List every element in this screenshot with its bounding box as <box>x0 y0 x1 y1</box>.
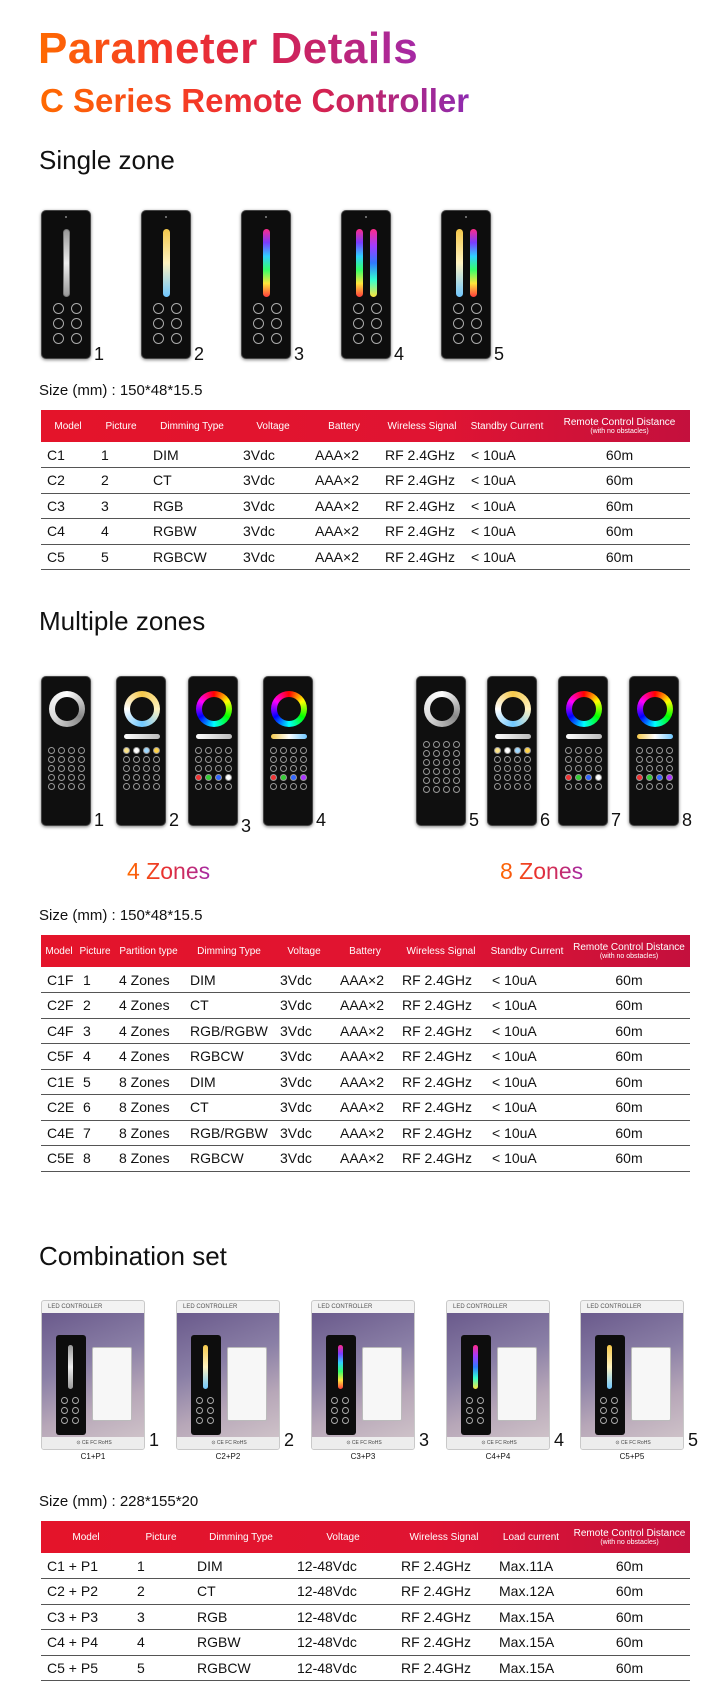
table-row <box>41 1553 690 1579</box>
table-cell: 60m <box>549 544 690 570</box>
zone-remote-image-4 <box>263 676 313 826</box>
box-footer: ⊙ CE FC RoHS <box>177 1437 280 1449</box>
table-cell: 3 <box>77 1018 113 1044</box>
table-row <box>41 1146 690 1172</box>
table-cell: 7 <box>77 1120 113 1146</box>
table-row <box>41 967 690 993</box>
table-cell: C3 <box>41 493 95 519</box>
table-row <box>41 1018 690 1044</box>
table-cell: < 10uA <box>486 967 568 993</box>
table-cell: 3Vdc <box>274 967 334 993</box>
table-cell: RF 2.4GHz <box>395 1630 493 1656</box>
table-cell: 5 <box>95 544 147 570</box>
table-cell: 4 Zones <box>113 1044 184 1070</box>
zone-remote-number: 3 <box>241 816 252 836</box>
table-cell: AAA×2 <box>334 1095 396 1121</box>
table-cell: DIM <box>147 442 237 468</box>
box-header: LED CONTROLLER <box>48 1304 103 1310</box>
box-footer: ⊙ CE FC RoHS <box>581 1437 684 1449</box>
table-cell: Max.15A <box>493 1655 569 1681</box>
combination-set-image-3 <box>311 1300 415 1450</box>
table-cell: DIM <box>184 967 274 993</box>
table-cell: AAA×2 <box>309 493 379 519</box>
combination-set-caption: C1+P1 <box>80 1452 106 1461</box>
combination-set-number: 5 <box>688 1430 699 1450</box>
table-cell: 3Vdc <box>274 1044 334 1070</box>
box-header: LED CONTROLLER <box>453 1304 508 1310</box>
table-cell: 60m <box>568 1018 690 1044</box>
table-cell: RF 2.4GHz <box>395 1604 493 1630</box>
table-cell: 60m <box>569 1655 690 1681</box>
table-cell: 8 Zones <box>113 1120 184 1146</box>
table-cell: 2 <box>131 1579 191 1605</box>
table-row <box>41 1579 690 1605</box>
page-title: Parameter Details <box>38 24 419 73</box>
table-row <box>41 1630 690 1656</box>
zone-remote-image-8 <box>629 676 679 826</box>
table-cell: 3Vdc <box>274 1069 334 1095</box>
section-title-combination-set: Combination set <box>39 1241 227 1271</box>
table-cell: CT <box>191 1579 291 1605</box>
zone-remote-number: 7 <box>611 810 622 830</box>
multiple-zone-size: Size (mm) : 150*48*15.5 <box>39 907 203 924</box>
table-cell: AAA×2 <box>334 1044 396 1070</box>
table-cell: 3 <box>95 493 147 519</box>
table-cell: RF 2.4GHz <box>379 468 465 494</box>
table-cell: 60m <box>568 993 690 1019</box>
table-row <box>41 1655 690 1681</box>
table-cell: 60m <box>568 1146 690 1172</box>
table-cell: Max.15A <box>493 1604 569 1630</box>
table-cell: 60m <box>569 1553 690 1579</box>
table-cell: 8 <box>77 1146 113 1172</box>
table-cell: 4 <box>95 519 147 545</box>
table-row <box>41 468 690 494</box>
remote-number: 5 <box>494 344 505 364</box>
table-cell: 4 Zones <box>113 1018 184 1044</box>
combination-set-image-4 <box>446 1300 550 1450</box>
table-row <box>41 442 690 468</box>
table-cell: 60m <box>568 967 690 993</box>
combination-set-size: Size (mm) : 228*155*20 <box>39 1493 199 1510</box>
table-row <box>41 993 690 1019</box>
table-cell: < 10uA <box>486 1018 568 1044</box>
table-cell: 8 Zones <box>113 1095 184 1121</box>
combination-set-image-5 <box>580 1300 684 1450</box>
table-row <box>41 519 690 545</box>
table-cell: RF 2.4GHz <box>379 544 465 570</box>
table-cell: C2 + P2 <box>41 1579 131 1605</box>
combination-set-table: Model Picture Dimming Type Voltage Wireless Signal Load current Remote Control Distance (with no obstacles) C1 + P1 1 DIM 12-48Vdc RF 2.4GHz Max.11A 60m C2 + P2 2 CT 12-48Vdc RF 2.4GHz Max.12A 60m C3 + P3 3 RGB 12-48Vdc RF 2.4GHz Max.15A 60m C4 + P4 4 RGBW 12-48Vdc RF 2.4GHz Max.15A 60m C5 + P5 5 RGBCW 12-48Vdc RF 2.4GHz Max.15A 60m <box>41 1521 690 1681</box>
table-cell: C2 <box>41 468 95 494</box>
table-cell: RF 2.4GHz <box>396 1146 486 1172</box>
remote-image-4 <box>341 210 391 359</box>
table-cell: 60m <box>549 519 690 545</box>
table-cell: 60m <box>569 1604 690 1630</box>
remote-number: 2 <box>194 344 205 364</box>
table-cell: RF 2.4GHz <box>396 967 486 993</box>
table-cell: C5E <box>41 1146 77 1172</box>
remote-number: 1 <box>94 344 105 364</box>
table-cell: C5 <box>41 544 95 570</box>
table-cell: 3Vdc <box>237 519 309 545</box>
table-row <box>41 1604 690 1630</box>
table-cell: DIM <box>191 1553 291 1579</box>
table-cell: RF 2.4GHz <box>379 519 465 545</box>
table-cell: < 10uA <box>486 1044 568 1070</box>
table-cell: < 10uA <box>465 442 549 468</box>
table-cell: 12-48Vdc <box>291 1604 395 1630</box>
zone-remote-image-6 <box>487 676 537 826</box>
table-cell: RF 2.4GHz <box>396 1120 486 1146</box>
table-cell: RGB/RGBW <box>184 1018 274 1044</box>
table-cell: 4 Zones <box>113 967 184 993</box>
table-cell: 3 <box>131 1604 191 1630</box>
table-cell: 1 <box>77 967 113 993</box>
table-cell: 60m <box>569 1630 690 1656</box>
table-cell: RF 2.4GHz <box>395 1553 493 1579</box>
table-cell: < 10uA <box>465 519 549 545</box>
table-cell: C4F <box>41 1018 77 1044</box>
combination-set-number: 2 <box>284 1430 295 1450</box>
table-cell: RGBCW <box>184 1146 274 1172</box>
table-cell: C5F <box>41 1044 77 1070</box>
table-cell: 3Vdc <box>237 544 309 570</box>
table-cell: 2 <box>95 468 147 494</box>
table-cell: RGBCW <box>184 1044 274 1070</box>
combination-set-number: 3 <box>419 1430 430 1450</box>
table-cell: 3Vdc <box>274 1018 334 1044</box>
page-subtitle: C Series Remote Controller <box>40 82 470 119</box>
table-cell: C4E <box>41 1120 77 1146</box>
table-cell: RF 2.4GHz <box>395 1579 493 1605</box>
box-header: LED CONTROLLER <box>587 1304 642 1310</box>
table-cell: < 10uA <box>465 544 549 570</box>
zone-remote-image-5 <box>416 676 466 826</box>
combination-set-caption: C2+P2 <box>215 1452 241 1461</box>
table-cell: C1E <box>41 1069 77 1095</box>
table-cell: DIM <box>184 1069 274 1095</box>
table-cell: 60m <box>568 1120 690 1146</box>
table-cell: 60m <box>568 1044 690 1070</box>
zone-remote-number: 4 <box>316 810 327 830</box>
table-cell: AAA×2 <box>334 1018 396 1044</box>
remote-number: 4 <box>394 344 405 364</box>
remote-image-5 <box>441 210 491 359</box>
table-cell: CT <box>184 1095 274 1121</box>
table-cell: C1 + P1 <box>41 1553 131 1579</box>
section-title-multiple-zones: Multiple zones <box>39 606 206 636</box>
table-cell: C1 <box>41 442 95 468</box>
table-cell: 3Vdc <box>274 993 334 1019</box>
remote-image-1 <box>41 210 91 359</box>
table-cell: 4 <box>131 1630 191 1656</box>
table-cell: 8 Zones <box>113 1146 184 1172</box>
table-cell: 60m <box>549 468 690 494</box>
table-cell: C1F <box>41 967 77 993</box>
table-cell: 60m <box>569 1579 690 1605</box>
remote-number: 3 <box>294 344 305 364</box>
zone-remote-image-3 <box>188 676 238 826</box>
table-cell: RF 2.4GHz <box>396 993 486 1019</box>
table-cell: 12-48Vdc <box>291 1655 395 1681</box>
combination-set-caption: C4+P4 <box>485 1452 511 1461</box>
table-cell: 60m <box>568 1069 690 1095</box>
table-cell: AAA×2 <box>334 1120 396 1146</box>
table-cell: Max.15A <box>493 1630 569 1656</box>
box-header: LED CONTROLLER <box>318 1304 373 1310</box>
table-cell: 4 Zones <box>113 993 184 1019</box>
table-cell: RF 2.4GHz <box>396 1018 486 1044</box>
table-cell: < 10uA <box>486 1095 568 1121</box>
table-cell: Max.11A <box>493 1553 569 1579</box>
table-cell: 60m <box>549 442 690 468</box>
table-cell: 1 <box>95 442 147 468</box>
table-cell: C4 + P4 <box>41 1630 131 1656</box>
table-cell: AAA×2 <box>309 468 379 494</box>
table-cell: AAA×2 <box>309 519 379 545</box>
table-cell: C5 + P5 <box>41 1655 131 1681</box>
combination-set-caption: C5+P5 <box>619 1452 645 1461</box>
table-cell: RF 2.4GHz <box>396 1044 486 1070</box>
combination-set-caption: C3+P3 <box>350 1452 376 1461</box>
box-footer: ⊙ CE FC RoHS <box>42 1437 145 1449</box>
zone-remote-number: 5 <box>469 810 480 830</box>
label-8-zones: 8 Zones <box>500 858 584 884</box>
table-cell: 3Vdc <box>237 442 309 468</box>
table-cell: AAA×2 <box>334 1146 396 1172</box>
single-zone-size: Size (mm) : 150*48*15.5 <box>39 382 203 399</box>
table-cell: < 10uA <box>486 993 568 1019</box>
table-row <box>41 544 690 570</box>
remote-image-3 <box>241 210 291 359</box>
single-zone-table: Model Picture Dimming Type Voltage Battery Wireless Signal Standby Current Remote Control Distance (with no obstacles) C1 1 DIM 3Vdc AAA×2 RF 2.4GHz < 10uA 60m C2 2 CT 3Vdc AAA×2 RF 2.4GHz < 10uA 60m C3 3 RGB 3Vdc AAA×2 RF 2.4GHz < 10uA 60m C4 4 RGBW 3Vdc AAA×2 RF 2.4GHz < 10uA 60m C5 5 RGBCW 3Vdc AAA×2 RF 2.4GHz < 10uA 60m <box>41 410 690 570</box>
table-cell: 12-48Vdc <box>291 1579 395 1605</box>
table-cell: C3 + P3 <box>41 1604 131 1630</box>
box-footer: ⊙ CE FC RoHS <box>312 1437 415 1449</box>
table-cell: 6 <box>77 1095 113 1121</box>
table-cell: RGB <box>147 493 237 519</box>
combination-set-number: 1 <box>149 1430 160 1450</box>
table-cell: AAA×2 <box>309 442 379 468</box>
table-row <box>41 493 690 519</box>
table-cell: C2F <box>41 993 77 1019</box>
table-cell: RF 2.4GHz <box>379 442 465 468</box>
box-footer: ⊙ CE FC RoHS <box>447 1437 550 1449</box>
table-cell: AAA×2 <box>334 1069 396 1095</box>
table-row <box>41 1044 690 1070</box>
table-cell: 8 Zones <box>113 1069 184 1095</box>
table-cell: 60m <box>549 493 690 519</box>
table-row <box>41 1095 690 1121</box>
section-title-single-zone: Single zone <box>39 145 175 175</box>
table-cell: 3Vdc <box>274 1120 334 1146</box>
table-cell: RF 2.4GHz <box>396 1095 486 1121</box>
table-cell: < 10uA <box>486 1069 568 1095</box>
box-header: LED CONTROLLER <box>183 1304 238 1310</box>
table-cell: AAA×2 <box>334 993 396 1019</box>
combination-set-number: 4 <box>554 1430 565 1450</box>
table-cell: 3Vdc <box>274 1146 334 1172</box>
table-cell: 3Vdc <box>237 493 309 519</box>
table-row <box>41 1069 690 1095</box>
table-cell: C4 <box>41 519 95 545</box>
combination-set-image-1 <box>41 1300 145 1450</box>
table-cell: CT <box>184 993 274 1019</box>
table-cell: 60m <box>568 1095 690 1121</box>
zone-remote-number: 8 <box>682 810 693 830</box>
zone-remote-number: 1 <box>94 810 105 830</box>
zone-remote-image-1 <box>41 676 91 826</box>
combination-set-image-2 <box>176 1300 280 1450</box>
label-4-zones: 4 Zones <box>127 858 211 884</box>
zone-remote-image-2 <box>116 676 166 826</box>
table-cell: < 10uA <box>465 468 549 494</box>
table-cell: < 10uA <box>486 1120 568 1146</box>
table-cell: AAA×2 <box>309 544 379 570</box>
table-cell: RGBW <box>191 1630 291 1656</box>
table-cell: 3Vdc <box>237 468 309 494</box>
multiple-zone-table: Model Picture Partition type Dimming Type Voltage Battery Wireless Signal Standby Current Remote Control Distance (with no obstacles) C1F 1 4 Zones DIM 3Vdc AAA×2 RF 2.4GHz < 10uA 60m C2F 2 4 Zones CT 3Vdc AAA×2 RF 2.4GHz < 10uA 60m C4F 3 4 Zones RGB/RGBW 3Vdc AAA×2 RF 2.4GHz < 10uA 60m C5F 4 4 Zones RGBCW 3Vdc AAA×2 RF 2.4GHz < 10uA 60m C1E 5 8 Zones DIM 3Vdc AAA×2 RF 2.4GHz < 10uA 60m C2E 6 8 Zones CT 3Vdc AAA×2 RF 2.4GHz < 10uA 60m C4E 7 8 Zones RGB/RGBW 3Vdc AAA×2 RF 2.4GHz < 10uA 60m C5E 8 8 Zones RGBCW 3Vdc AAA×2 RF 2.4GHz < 10uA 60m <box>41 935 690 1172</box>
table-cell: RGBW <box>147 519 237 545</box>
table-cell: AAA×2 <box>334 967 396 993</box>
table-cell: Max.12A <box>493 1579 569 1605</box>
table-cell: 12-48Vdc <box>291 1630 395 1656</box>
table-cell: 4 <box>77 1044 113 1070</box>
zone-remote-number: 2 <box>169 810 180 830</box>
table-cell: RGBCW <box>191 1655 291 1681</box>
table-cell: 12-48Vdc <box>291 1553 395 1579</box>
table-cell: 5 <box>77 1069 113 1095</box>
table-row <box>41 1120 690 1146</box>
remote-image-2 <box>141 210 191 359</box>
table-cell: 3Vdc <box>274 1095 334 1121</box>
table-cell: RGB <box>191 1604 291 1630</box>
table-cell: < 10uA <box>465 493 549 519</box>
table-cell: 5 <box>131 1655 191 1681</box>
table-cell: RGBCW <box>147 544 237 570</box>
table-cell: RF 2.4GHz <box>396 1069 486 1095</box>
table-cell: RGB/RGBW <box>184 1120 274 1146</box>
table-cell: C2E <box>41 1095 77 1121</box>
table-cell: RF 2.4GHz <box>379 493 465 519</box>
table-cell: RF 2.4GHz <box>395 1655 493 1681</box>
zone-remote-image-7 <box>558 676 608 826</box>
table-cell: 2 <box>77 993 113 1019</box>
table-cell: < 10uA <box>486 1146 568 1172</box>
table-cell: CT <box>147 468 237 494</box>
zone-remote-number: 6 <box>540 810 551 830</box>
table-cell: 1 <box>131 1553 191 1579</box>
